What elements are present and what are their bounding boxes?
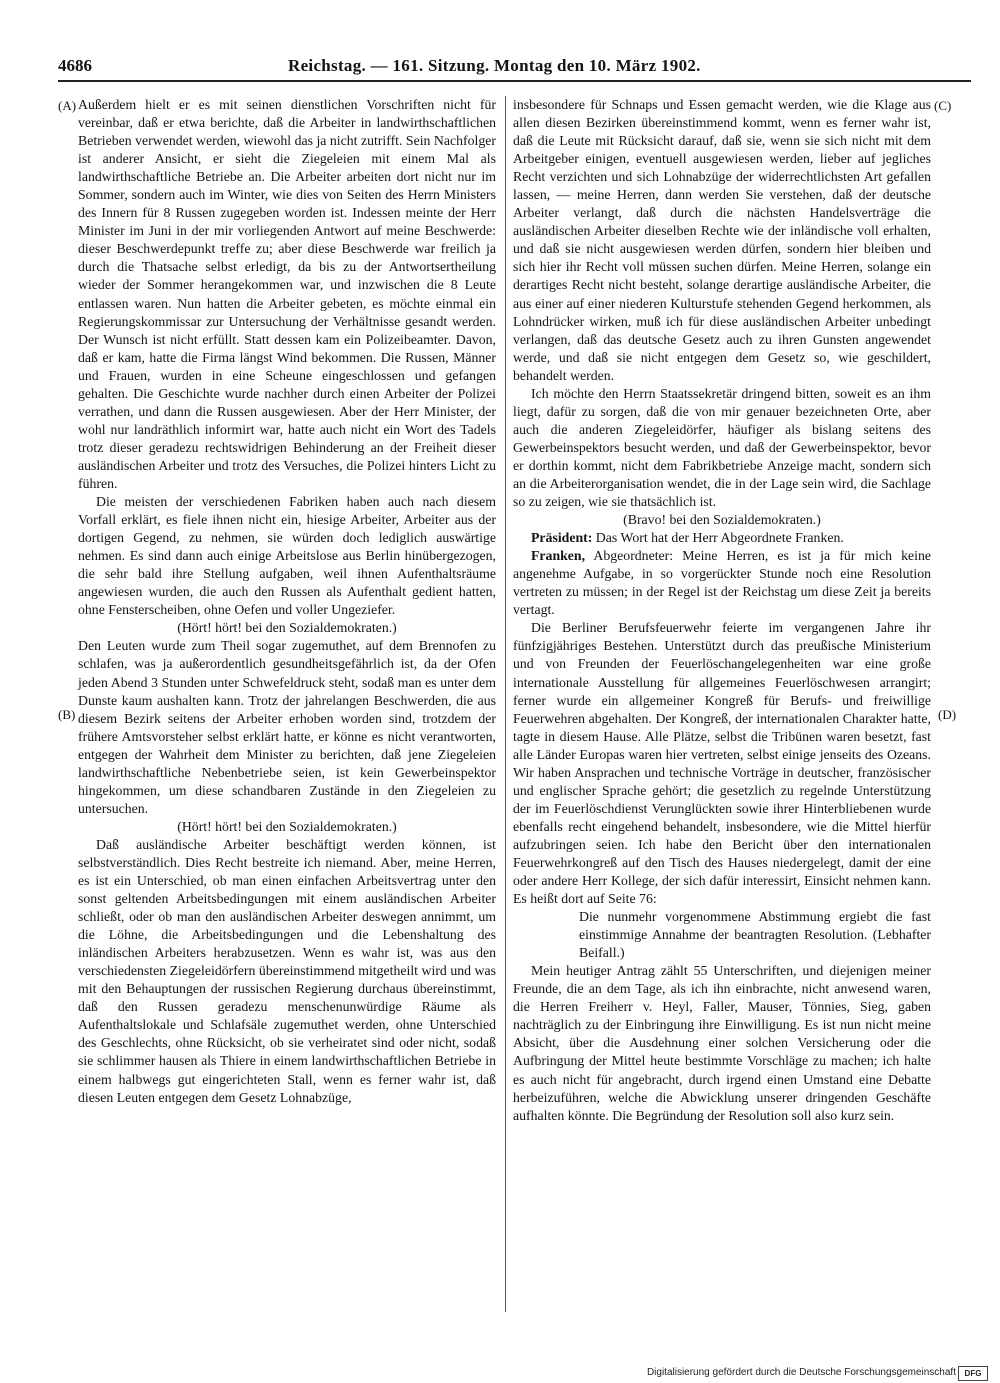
page-number: 4686: [58, 56, 92, 75]
column-divider: [505, 96, 506, 1312]
interjection: (Hört! hört! bei den Sozialdemokraten.): [177, 818, 397, 834]
paragraph: Mein heutiger Antrag zählt 55 Unterschriften, und diejenigen meiner Freunde, die an dem Tage, als ich ihn einbrachte, nicht anwesend waren, die Herren Freiherr v. Heyl, Faller, Mauser, Tönnies, Sieg, gaben nachträglich zu der Einbringung ihre Einwilligung. Es ist nun nicht meine Absicht, über die Ausdehnung einer solchen Versicherung oder die Aufbringung der Mittel heute bestimmte Vorschläge zu machen; ich halte es auch nicht für angebracht, durch irgend einen Umstand eine Debatte herbeizuführen, welche die Abwicklung unserer dringenden Geschäfte aufhalten könnte. Die Begründung der Resolution soll also kurz sein.: [513, 963, 931, 1123]
page-header: [58, 56, 971, 76]
interjection: (Bravo! bei den Sozialdemokraten.): [623, 512, 821, 528]
running-title: Reichstag. — 161. Sitzung. Montag den 10. März 1902.: [288, 56, 701, 75]
paragraph: Die meisten der verschiedenen Fabriken haben auch nach diesem Vorfall erklärt, es fiele ihnen nicht ein, hiesige Arbeiter, Arbeiter aus der dortigen Gegend, zu nehmen, sie würden doch lediglich auswärtige nehmen. Es sind dann auch einige Arbeitslose aus Berlin hinübergezogen, die sehr bald ihre Stellung aufgaben, weil ihnen Aufenthaltsräume angewiesen wurden, die auch den Russen als Aufenthalt gedient hatten, ohne Fensterscheiben, ohne Oefen und voller Ungeziefer.: [78, 494, 496, 618]
footer-text: Digitalisierung gefördert durch die Deutsche Forschungsgemeinschaft: [646, 1367, 956, 1378]
speaker-text: Das Wort hat der Herr Abgeordnete Franken.: [595, 530, 844, 546]
speaker-paragraph: [513, 547, 931, 619]
header-rule: [58, 80, 971, 82]
dfg-logo: DFG: [958, 1366, 988, 1381]
paragraph: Außerdem hielt er es mit seinen dienstlichen Vorschriften nicht für vereinbar, daß er etwa berichte, daß die Arbeiter in landwirthschaftlichen Betrieben verwendet werden, wiewohl das ja nicht zutrifft. Sein Nachfolger ist anderer Ansicht, er sieht die Ziegeleien mit einem Mal als landwirthschaftliche Betriebe an. Die Arbeiter arbeiten dort nicht nur im Sommer, sondern auch im Winter, wie dies von Seiten des Herrn Ministers des Innern für 8 Russen zugegeben worden ist. Indessen meinte der Herr Minister im Juni in der mir vorliegenden Antwort auf meine Beschwerde: dieser Beschwerdepunkt treffe zu; aber diese Beschwerde war freilich ja durch die Thatsache selbst erledigt, da bis zu der Antwortsertheilung wieder der Sommer herangekommen war, und inzwischen die 8 Leute entlassen waren. Nun hatten die Arbeiter gebeten, es möchte einmal ein Regierungskommissar zur Untersuchung der Verhältnisse gesandt werden. Der Wunsch ist nicht erfüllt. Statt dessen kam ein Polizeibeamter. Davon, daß er kam, hatte die Firma längst Wind bekommen. Die Russen, Männer und Frauen, wurden in eine Scheune eingeschlossen und gefangen gehalten. Die Geschichte wurde nachher durch einen Arbeiter der Polizei verrathen, und dann die Russen ausgewiesen. Aber der Herr Minister, der wohl nur landräthlich informirt war, hatte auch nicht ein Wort des Tadels trotz dieser geradezu rechtswidrigen Behinderung an der Freiheit dieser ausländischen Arbeiter und trotz des Versuches, die Polizei hinters Licht zu führen.: [78, 97, 496, 491]
right-column: [513, 96, 931, 1125]
interjection: (Hört! hört! bei den Sozialdemokraten.): [177, 620, 397, 636]
paragraph: Daß ausländische Arbeiter beschäftigt werden können, ist selbstverständlich. Dies Recht bestreite ich niemand. Aber, meine Herren, es ist ein Unterschied, ob man einen einfachen Arbeitsvertrag unter den sonst geltenden Arbeitsbedingungen mit einem ausländischen Arbeiter schließt, oder ob man den ausländischen Arbeiter deswegen annimmt, um die Löhne, die Arbeitsbedingungen und die Lebenshaltung des inländischen Arbeiters herabzusetzen. Wenn es wahr ist, was aus den verschiedensten Ziegeleidörfern übereinstimmend mitgetheilt wird und was mit den Behauptungen der russischen Regierung durchaus übereinstimmt, daß den Russen geradezu menschenunwürdige Räume als Aufenthaltslokale und Schlafsäle zugemuthet werden, ohne Unterschied des Geschlechts, ohne Rücksicht, ob sie verheiratet sind oder nicht, sodaß sie schlimmer hausen als Thiere in einem landwirthschaftlichen Betriebe in einem halbwegs gut eingerichteten Stall, wenn es ferner wahr ist, daß diesen Leuten entgegen dem Gesetz Lohnabzüge,: [78, 836, 496, 1105]
paragraph: insbesondere für Schnaps und Essen gemacht werden, wie die Klage aus allen diesen Bezirken übereinstimmend kommt, wenn es ferner wahr ist, daß die Leute mit Rücksicht darauf, daß sie, wenn sie sich nicht mit dem Arbeitgeber einigen, eventuell ausgewiesen werden, lieber auf jegliches Recht verzichten und sich Lohnabzüge der widerrechtlichsten Art gefallen lassen, — meine Herren, dann werden Sie verstehen, daß der deutsche Arbeiter verlangt, daß durch die nächsten Handelsverträge die ausländischen Arbeiter dieselben Rechte wie der inländische voll erhalten, und daß sie nicht ausgewiesen werden dürfen, sondern hier bleiben und sich hier ihr Recht voll müssen suchen dürfen. Meine Herren, solange ein derartiges Recht nicht besteht, solange derartige ausländische Arbeiter, die aus einer auf einer niederen Kulturstufe stehenden Gegend herkommen, als Lohndrücker wirken, muß ich für diese ausländischen Arbeiter unbedingt verlangen, daß das deutsche Gesetz auch zu ihren Gunsten angewendet werde, und daß sie nicht entgegen dem Gesetz so, wie geschildert, behandelt werden.: [513, 97, 931, 383]
speaker-name: Präsident:: [531, 530, 593, 546]
left-column: [78, 96, 496, 1107]
quotation: Die nunmehr vorgenommene Abstimmung ergiebt die fast einstimmige Annahme der beantragten Resolution. (Lebhafter Beifall.): [579, 909, 931, 961]
margin-marker-a: (A): [58, 98, 77, 113]
paragraph: Ich möchte den Herrn Staatssekretär dringend bitten, soweit es an ihm liegt, dafür zu sorgen, daß die von mir genauer bezeichneten Orte, aber auch die anderen Ziegeleidörfer, häufiger als bislang seitens des Gewerbeinspektors besucht werden, und daß der Gewerbeinspektor, bevor er dorthin kommt, nicht dem Fabrikbetriebe Anzeige macht, sondern sich an die Arbeiterorganisation wendet, die in der Lage sein wird, die Sachlage so zu zeigen, wie sie thatsächlich ist.: [513, 385, 931, 510]
margin-marker-d: (D): [938, 707, 957, 722]
digitization-footer: [610, 1366, 990, 1380]
paragraph: Den Leuten wurde zum Theil sogar zugemuthet, auf dem Brennofen zu schlafen, was ja außerordentlich gesundheitsgefährlich ist, da der Ofen jeden Abend 3 Stunden unter Schwefeldruck steht, sodaß man es unter dem Dunste kaum aushalten kann. Trotz der jahrelangen Beschwerden, die aus diesem Bezirk seitens der Arbeiter erhoben worden sind, trotzdem der frühere Amtsvorsteher selbst erklärt hatte, er könne es nicht verantworten, entgegen der Wahrheit dem Minister zu berichten, daß jene Ziegeleien landwirthschaftliche Nebenbetriebe seien, ist kein Gewerbeinspektor hingekommen, um diese schandbaren Zustände in den Ziegeleien zu untersuchen.: [78, 638, 496, 816]
margin-marker-c: (C): [934, 98, 952, 113]
margin-marker-b: (B): [58, 707, 76, 722]
speaker-name: Franken,: [531, 548, 586, 564]
speaker-paragraph: [513, 529, 931, 547]
speaker-text: Abgeordneter: Meine Herren, es ist ja für mich keine angenehme Aufgabe, in so vorgerückter Stunde noch eine Resolution vertreten zu müssen; in der Regel ist der Reichstag um diese Zeit ja bereits vertagt.: [513, 548, 931, 618]
paragraph: Die Berliner Berufsfeuerwehr feierte im vergangenen Jahre ihr fünfzigjähriges Bestehen. Unterstützt durch das preußische Ministerium und von Freunden der Feuerlöschangelegenheiten war eine große internationale Ausstellung für allgemeines Feuerlöschwesen arrangirt; ferner wurde ein allgemeiner Kongreß für Berufs- und freiwillige Feuerwehren abgehalten. Der Kongreß, der internationalen Charakter hatte, tagte in diesem Hause. Alle Plätze, selbst die Tribünen waren besetzt, fast alle Länder Europas waren hier vertreten, selbst einige jenseits des Ozeans. Wir haben Ansprachen und technische Vorträge in deutscher, französischer und englischer Sprache gehört; die gesetzlich zu regelnde Unterstützung der im Feuerlöschdienst Verunglückten sowie ihrer Hinterbliebenen wurde ebenfalls recht eingehend behandelt, insbesondere, wie die Mittel hierfür aufzubringen seien. Ich habe den Bericht über den internationalen Feuerwehrkongreß auf den Tisch des Hauses niedergelegt, damit der eine oder andere Herr Kollege, der sich dafür interessirt, Einsicht nehmen kann. Es heißt dort auf Seite 76:: [513, 620, 931, 907]
